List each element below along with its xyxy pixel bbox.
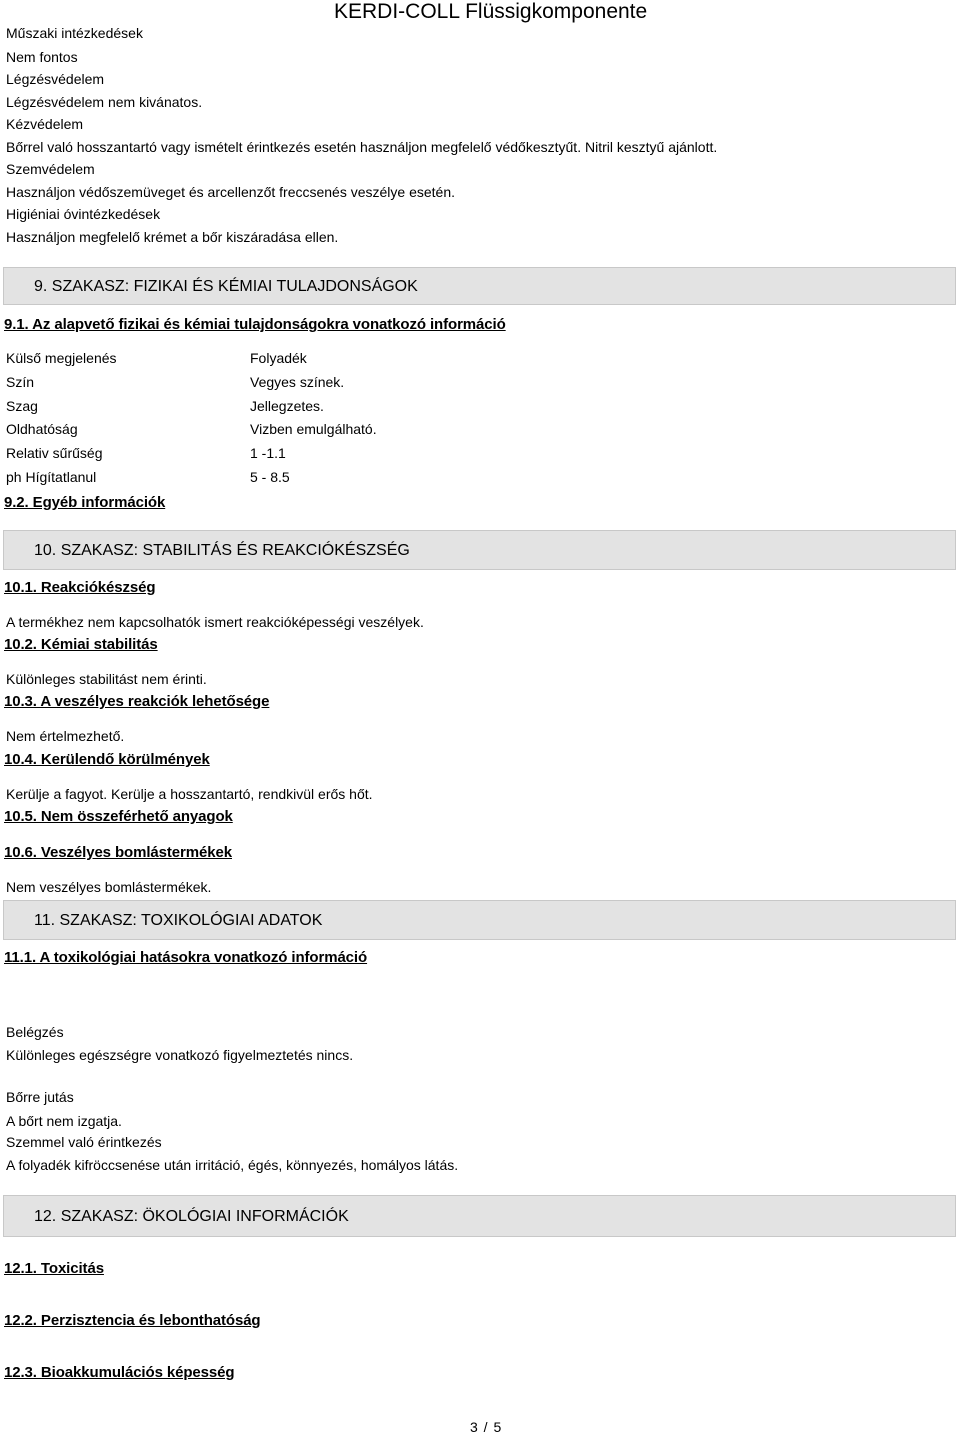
document-title: KERDI-COLL Flüssigkomponente bbox=[334, 0, 648, 23]
text-decomposition-products: Nem veszélyes bomlástermékek. bbox=[6, 879, 212, 895]
property-value: Vizben emulgálható. bbox=[250, 421, 377, 437]
subsection-12-2: 12.2. Perzisztencia és lebonthatóság bbox=[4, 1312, 261, 1329]
text-conditions-to-avoid: Kerülje a fagyot. Kerülje a hosszantartó, rendkivül erős hőt. bbox=[6, 786, 373, 802]
property-value: Folyadék bbox=[250, 350, 307, 366]
text-eye-protection: Használjon védőszemüveget és arcellenzőt freccsenés veszélye esetén. bbox=[6, 184, 456, 200]
section-11-header bbox=[3, 900, 956, 940]
subsection-10-3: 10.3. A veszélyes reakciók lehetősége bbox=[4, 693, 270, 710]
section-10-header bbox=[3, 530, 956, 570]
heading-skin-contact: Bőrre jutás bbox=[6, 1089, 74, 1105]
subsection-10-2: 10.2. Kémiai stabilitás bbox=[4, 636, 158, 653]
subsection-10-6: 10.6. Veszélyes bomlástermékek bbox=[4, 844, 232, 861]
text-hand-protection: Bőrrel való hosszantartó vagy ismételt érintkezés esetén használjon megfelelő védőkesztyűt. Nitril kesztyű ajánlott. bbox=[6, 139, 718, 155]
text-technical-measures: Nem fontos bbox=[6, 49, 78, 65]
text-skin-contact: A bőrt nem izgatja. bbox=[6, 1113, 122, 1129]
text-reactivity: A termékhez nem kapcsolhatók ismert reakcióképességi veszélyek. bbox=[6, 614, 424, 630]
section-9-title: 9. SZAKASZ: FIZIKAI ÉS KÉMIAI TULAJDONSÁGOK bbox=[34, 278, 418, 295]
property-value: 1 -1.1 bbox=[250, 445, 286, 461]
subsection-10-4: 10.4. Kerülendő körülmények bbox=[4, 751, 210, 768]
section-11-title: 11. SZAKASZ: TOXIKOLÓGIAI ADATOK bbox=[34, 912, 323, 929]
section-10-title: 10. SZAKASZ: STABILITÁS ÉS REAKCIÓKÉSZSÉG bbox=[34, 542, 410, 559]
heading-eye-protection: Szemvédelem bbox=[6, 161, 95, 177]
page-number: 3 / 5 bbox=[470, 1419, 503, 1435]
heading-eye-contact: Szemmel való érintkezés bbox=[6, 1134, 162, 1150]
text-hazardous-reactions: Nem értelmezhető. bbox=[6, 728, 125, 744]
property-label: Szín bbox=[6, 374, 35, 390]
section-12-header bbox=[3, 1195, 956, 1237]
property-label: Külső megjelenés bbox=[6, 350, 117, 366]
subsection-10-1: 10.1. Reakciókészség bbox=[4, 579, 156, 596]
subsection-10-5: 10.5. Nem összeférhető anyagok bbox=[4, 808, 233, 825]
text-eye-contact: A folyadék kifröccsenése után irritáció, égés, könnyezés, homályos látás. bbox=[6, 1157, 459, 1173]
property-label: Oldhatóság bbox=[6, 421, 78, 437]
property-value: Vegyes színek. bbox=[250, 374, 345, 390]
property-label: ph Hígítatlanul bbox=[6, 469, 97, 485]
text-inhalation: Különleges egészségre vonatkozó figyelmeztetés nincs. bbox=[6, 1047, 354, 1063]
subsection-12-3: 12.3. Bioakkumulációs képesség bbox=[4, 1364, 235, 1381]
section-12-title: 12. SZAKASZ: ÖKOLÓGIAI INFORMÁCIÓK bbox=[34, 1208, 349, 1225]
text-hygiene: Használjon megfelelő krémet a bőr kiszáradása ellen. bbox=[6, 229, 339, 245]
heading-technical-measures: Műszaki intézkedések bbox=[6, 25, 143, 41]
property-value: Jellegzetes. bbox=[250, 398, 324, 414]
heading-inhalation: Belégzés bbox=[6, 1024, 64, 1040]
property-label: Szag bbox=[6, 398, 38, 414]
text-respiratory-protection: Légzésvédelem nem kivánatos. bbox=[6, 94, 203, 110]
text-chemical-stability: Különleges stabilitást nem érinti. bbox=[6, 671, 207, 687]
property-value: 5 - 8.5 bbox=[250, 469, 290, 485]
subsection-12-1: 12.1. Toxicitás bbox=[4, 1260, 104, 1277]
property-label: Relativ sűrűség bbox=[6, 445, 103, 461]
subsection-9-1: 9.1. Az alapvető fizikai és kémiai tulajdonságokra vonatkozó információ bbox=[4, 316, 506, 333]
subsection-11-1: 11.1. A toxikológiai hatásokra vonatkozó információ bbox=[4, 949, 368, 966]
heading-respiratory-protection: Légzésvédelem bbox=[6, 71, 105, 87]
heading-hygiene: Higiéniai óvintézkedések bbox=[6, 206, 161, 222]
section-9-header bbox=[3, 267, 956, 305]
heading-hand-protection: Kézvédelem bbox=[6, 116, 84, 132]
subsection-9-2: 9.2. Egyéb információk bbox=[4, 494, 166, 511]
